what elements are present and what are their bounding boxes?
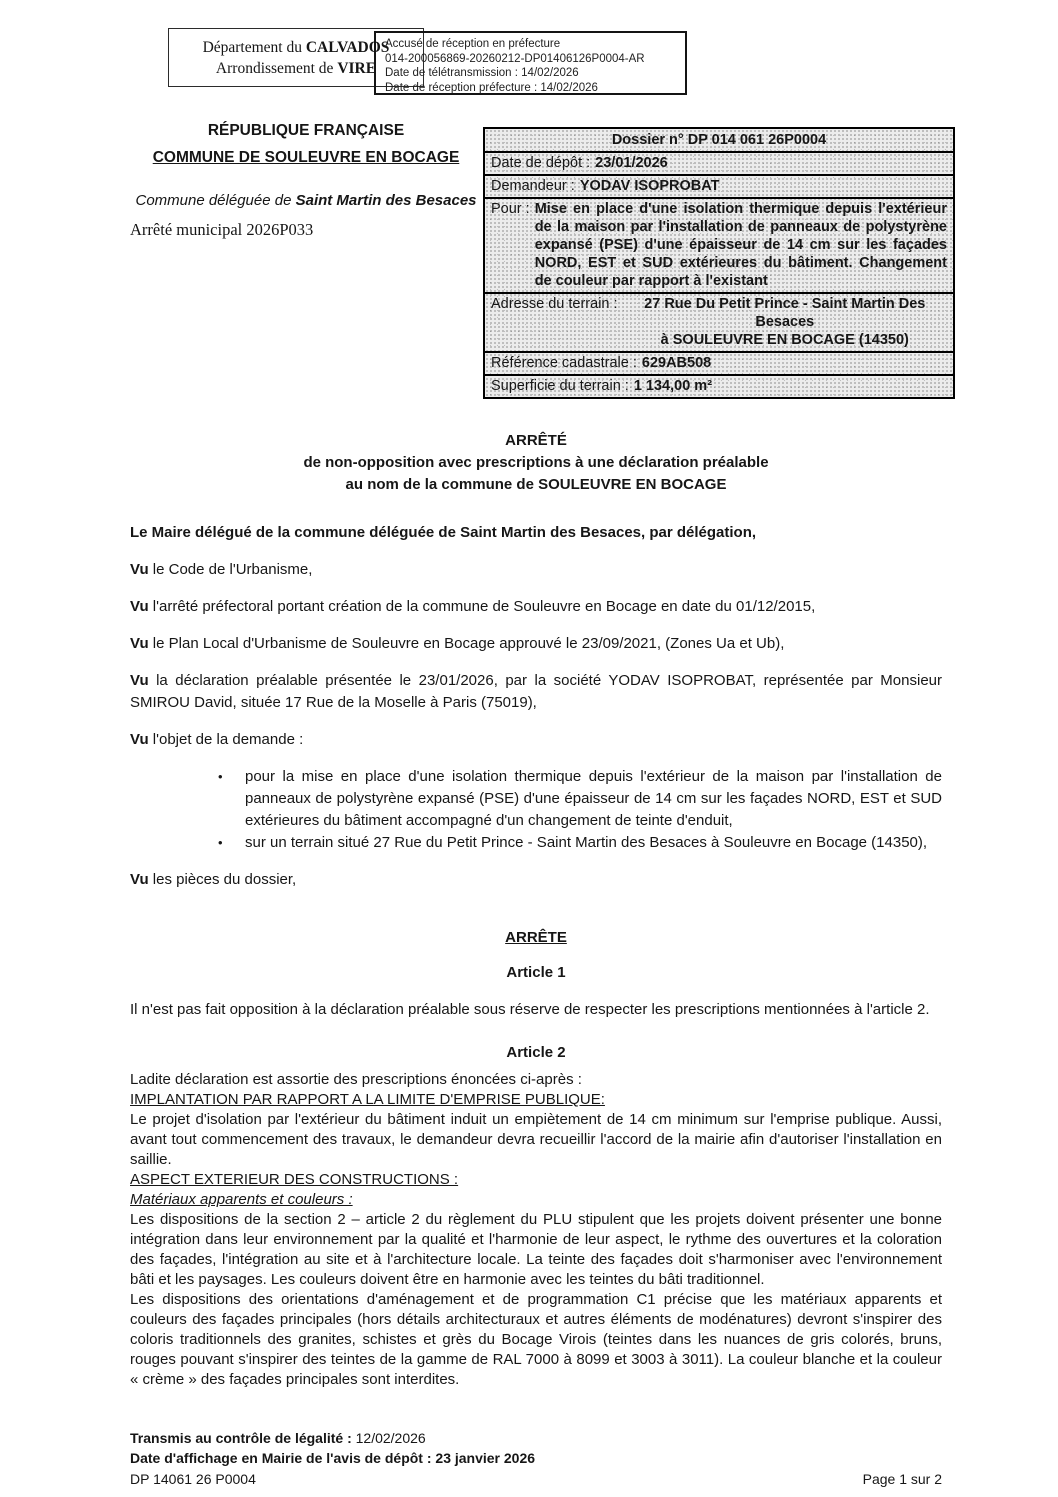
pour-value: Mise en place d'une isolation thermique depuis l'extérieur de la maison par l'installation de panneaux de polystyrène expansé (PSE) d'une épaisseur de 14 cm sur les façades NORD, EST et SUD extérieures du bâtiment. Changement de couleur par rapport à l'existant	[534, 201, 947, 289]
masthead	[130, 122, 482, 240]
vu-text: la déclaration préalable présentée le 23/01/2026, par la société YODAV ISOPROBAT, représentée par Monsieur SMIROU David, située 17 Rue de la Moselle à Paris (75019),	[130, 672, 942, 711]
vu-pieces	[130, 869, 942, 891]
decision-title-line3: au nom de la commune de SOULEUVRE EN BOCAGE	[345, 476, 727, 493]
commune-deleguee-name: Saint Martin des Besaces	[295, 192, 477, 209]
adresse-label: Adresse du terrain :	[491, 296, 618, 312]
prefecture-stamp-box	[374, 31, 687, 95]
stamp-title: Accusé de réception en préfecture	[385, 38, 561, 50]
objet-bullet-list	[130, 766, 942, 854]
materiaux-paragraph1: Les dispositions de la section 2 – article 2 du règlement du PLU stipulent que les projets doivent présenter une bonne intégration dans leur environnement par la qualité et l'harmonie de leur aspect, le rythme des ouvertures et la coloration des façades, l'intégration au site et à l'architecture locale. La teinte des façades doit s'harmoniser avec l'environnement bâti et les paysages. Les couleurs doivent être en harmonie avec les teintes du bâti traditionnel.	[130, 1211, 942, 1288]
materiaux-paragraph2: Les dispositions des orientations d'aménagement et de programmation C1 précise que les matériaux apparents et couleurs des façades principales (hors détails architecturaux et autres éléments de modénatures) devront s'inspirer des coloris traditionnels des granites, schistes et grès du Bocage Virois (teintes dans les nuances de gris colorés, bruns, rouges pouvant s'inspirer des teintes de la gamme de RAL 7000 à 8099 et 3003 à 3011). La couleur blanche et la couleur « crème » des façades principales sont interdites.	[130, 1291, 942, 1388]
footer-bottom-row	[130, 1469, 942, 1489]
maire-intro: Le Maire délégué de la commune déléguée de Saint Martin des Besaces, par délégation,	[130, 524, 757, 541]
vu-objet	[130, 729, 942, 751]
department-label: Département du	[202, 38, 306, 56]
table-row-superficie	[485, 374, 953, 397]
bullet-item-isolation: • pour la mise en place d'une isolation thermique depuis l'extérieur de la maison par l'installation de panneaux de polystyrène expansé (PSE) d'une épaisseur de 14 cm sur les façades NORD, EST et SUD extérieures du bâtiment accompagné d'un changement de teinte d'enduit,	[130, 766, 942, 832]
table-row-cadastre	[485, 351, 953, 374]
pour-label: Pour :	[491, 201, 530, 217]
depot-value: 23/01/2026	[595, 155, 668, 171]
document-footer	[130, 1428, 942, 1489]
commune-deleguee-prefix: Commune déléguée de	[135, 192, 296, 209]
vu-prefix: Vu	[130, 598, 149, 615]
vu-code-urbanisme	[130, 559, 942, 581]
arrondissement-label: Arrondissement de	[215, 59, 338, 77]
footer-page-number: Page 1 sur 2	[862, 1471, 942, 1487]
article1-title: Article 1	[506, 964, 566, 981]
department-name: CALVADOS	[305, 38, 390, 56]
article2-title: Article 2	[506, 1044, 566, 1061]
vu-declaration	[130, 670, 942, 714]
vu-text: le Plan Local d'Urbanisme de Souleuvre en Bocage approuvé le 23/09/2021, (Zones Ua et Ub),	[148, 635, 785, 652]
vu-prefix: Vu	[130, 635, 149, 652]
article2-intro: Ladite déclaration est assortie des prescriptions énoncées ci-après :	[130, 1071, 582, 1088]
vu-text: l'objet de la demande :	[148, 731, 304, 748]
adresse-line1: 27 Rue Du Petit Prince - Saint Martin Des Besaces	[644, 296, 926, 330]
commune-title: COMMUNE DE SOULEUVRE EN BOCAGE	[152, 149, 460, 166]
decision-title	[130, 430, 942, 496]
transmis-line	[130, 1428, 942, 1448]
arrete-heading: ARRÊTE	[505, 929, 567, 946]
vu-text: les pièces du dossier,	[148, 871, 297, 888]
decision-title-line1: ARRÊTÉ	[505, 432, 567, 449]
affichage-line: Date d'affichage en Mairie de l'avis de dépôt : 23 janvier 2026	[130, 1450, 536, 1466]
table-row-depot	[485, 151, 953, 174]
vu-prefix: Vu	[130, 672, 149, 689]
implantation-heading: IMPLANTATION PAR RAPPORT A LA LIMITE D'EMPRISE PUBLIQUE:	[130, 1091, 605, 1108]
cadastre-value: 629AB508	[641, 355, 712, 371]
bullet-item-terrain: • sur un terrain situé 27 Rue du Petit Prince - Saint Martin des Besaces à Souleuvre en Bocage (14350),	[130, 832, 942, 854]
superficie-value: 1 134,00 m²	[633, 378, 713, 394]
aspect-heading: ASPECT EXTERIEUR DES CONSTRUCTIONS :	[130, 1171, 459, 1188]
depot-label: Date de dépôt :	[491, 155, 591, 171]
dossier-table	[483, 127, 955, 399]
republique-title: RÉPUBLIQUE FRANÇAISE	[207, 122, 405, 139]
vu-plu	[130, 633, 942, 655]
commune-deleguee-line	[130, 191, 482, 211]
demandeur-label: Demandeur :	[491, 178, 575, 194]
decision-title-line2: de non-opposition avec prescriptions à une déclaration préalable	[303, 454, 769, 471]
article2-body	[130, 1070, 942, 1390]
vu-prefix: Vu	[130, 871, 149, 888]
implantation-text: Le projet d'isolation par l'extérieur du bâtiment induit un empiètement de 14 cm minimum sur l'emprise publique. Aussi, avant tout commencement des travaux, le demandeur devra recueillir l'accord de la mairie afin d'autoriser l'installation en saillie.	[130, 1111, 942, 1168]
demandeur-value: YODAV ISOPROBAT	[579, 178, 720, 194]
arrondissement-name: VIRE	[337, 59, 377, 77]
dossier-number: Dossier n° DP 014 061 26P0004	[611, 132, 827, 148]
footer-dossier-ref: DP 14061 26 P0004	[130, 1471, 256, 1487]
transmis-date: 12/02/2026	[355, 1430, 426, 1446]
document-body	[130, 522, 942, 1390]
table-row-adresse	[485, 292, 953, 351]
table-row-demandeur	[485, 174, 953, 197]
vu-text: l'arrêté préfectoral portant création de la commune de Souleuvre en Bocage en date du 01/12/2015,	[148, 598, 816, 615]
cadastre-label: Référence cadastrale :	[491, 355, 637, 371]
stamp-teletransmission-date: Date de télétransmission : 14/02/2026	[385, 67, 579, 79]
vu-arrete-prefectoral	[130, 596, 942, 618]
vu-prefix: Vu	[130, 561, 149, 578]
arrete-reference: Arrêté municipal 2026P033	[130, 220, 314, 239]
adresse-value	[623, 295, 947, 349]
vu-prefix: Vu	[130, 731, 149, 748]
transmis-label: Transmis au contrôle de légalité :	[130, 1430, 356, 1446]
table-row-pour	[485, 197, 953, 292]
stamp-reference: 014-200056869-20260212-DP01406126P0004-AR	[385, 52, 645, 65]
vu-text: le Code de l'Urbanisme,	[148, 561, 313, 578]
adresse-line2: à SOULEUVRE EN BOCAGE (14350)	[660, 332, 909, 348]
materiaux-heading: Matériaux apparents et couleurs :	[130, 1191, 353, 1208]
stamp-reception-date: Date de réception préfecture : 14/02/2026	[385, 81, 598, 94]
superficie-label: Superficie du terrain :	[491, 378, 629, 394]
article1-text: Il n'est pas fait opposition à la déclaration préalable sous réserve de respecter les prescriptions mentionnées à l'article 2.	[130, 1001, 930, 1018]
